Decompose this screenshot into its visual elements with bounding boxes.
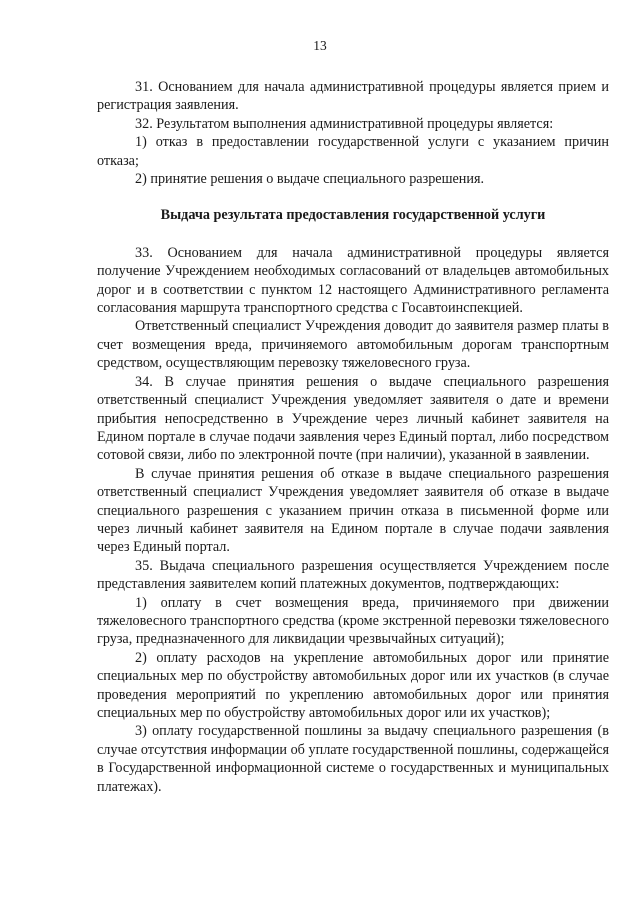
paragraph-33: 33. Основанием для начала административной процедуры является получение Учреждением необходимых согласований от владельцев автомобильных дорог и в соответствии с пунктом 12 настоящего Административного регламента согласования маршрута транспортного средства с Госавтоинспекцией.: [97, 244, 609, 317]
paragraph-32-item-1: 1) отказ в предоставлении государственной услуги с указанием причин отказа;: [97, 134, 609, 169]
page-number: 13: [313, 38, 327, 53]
paragraph-33-fee: Ответственный специалист Учреждения доводит до заявителя размер платы в счет возмещения вреда, причиняемого автомобильным дорогам транспортным средством, осуществляющим перевозку тяжеловесного груза.: [97, 318, 609, 372]
paragraph-34-refusal: В случае принятия решения об отказе в выдаче специального разрешения ответственный специалист Учреждения уведомляет заявителя об отказе в выдаче специального разрешения с указанием причин отказа в письменной форме или через личный кабинет заявителя на Едином портале в случае подачи заявления через Единый портал.: [97, 465, 609, 556]
paragraph-35-item-3: 3) оплату государственной пошлины за выдачу специального разрешения (в случае отсутствия информации об уплате государственной пошлины, содержащейся в Государственной информационной системе о государственных и муниципальных платежах).: [97, 723, 609, 795]
section-heading: Выдача результата предоставления государственной услуги: [160, 207, 546, 224]
paragraph-31: 31. Основанием для начала административной процедуры является прием и регистрация заявления.: [97, 79, 609, 114]
paragraph-35: 35. Выдача специального разрешения осуществляется Учреждением после представления заявителем копий платежных документов, подтверждающих:: [97, 557, 609, 593]
paragraph-34: 34. В случае принятия решения о выдаче специального разрешения ответственный специалист Учреждения уведомляет заявителя о дате и времени прибытия непосредственно в Учреждение через личный кабинет заявителя на Едином портале в случае подачи заявления через Единый портал, либо посредством сотовой связи, либо по электронной почте (при наличии), указанной в заявлении.: [97, 373, 609, 464]
paragraph-32: 32. Результатом выполнения административной процедуры является:: [135, 115, 554, 132]
document-body: [97, 78, 609, 796]
paragraph-35-item-1: 1) оплату в счет возмещения вреда, причиняемого при движении тяжеловесного транспортного средства (кроме экстренной перевозки тяжеловесного груза, предназначенного для ликвидации чрезвычайных ситуаций);: [97, 594, 609, 648]
paragraph-32-item-2: 2) принятие решения о выдаче специального разрешения.: [135, 171, 485, 188]
paragraph-35-item-2: 2) оплату расходов на укрепление автомобильных дорог или принятие специальных мер по обустройству автомобильных дорог или их участков (в случае проведения мероприятий по укреплению автомобильных дорог или принятия специальных мер по обустройству автомобильных дорог или их участков);: [97, 649, 609, 721]
